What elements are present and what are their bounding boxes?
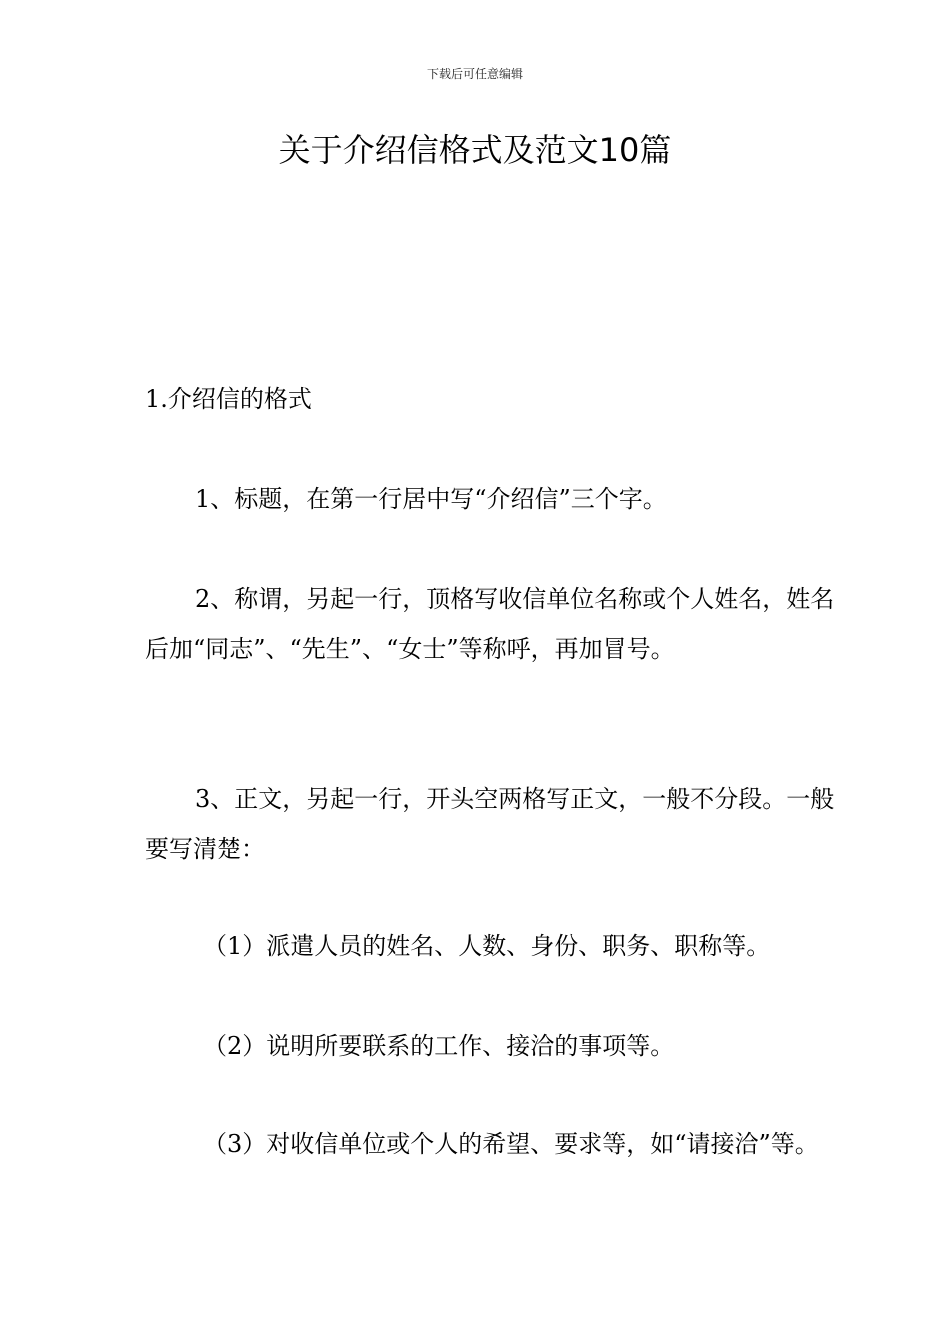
paragraph-item-1: （1）派遣人员的姓名、人数、身份、职务、职称等。 <box>203 932 771 960</box>
header-note: 下载后可任意编辑 <box>426 67 523 81</box>
paragraph-item-2: （2）说明所要联系的工作、接洽的事项等。 <box>203 1032 675 1060</box>
section-heading: 1.介绍信的格式 <box>145 385 312 413</box>
paragraph-item-3: （3）对收信单位或个人的希望、要求等，如“请接洽”等。 <box>203 1130 819 1158</box>
paragraph-title-rule: 1、标题，在第一行居中写“介绍信”三个字。 <box>195 485 667 513</box>
paragraph-body-rule: 3、正文，另起一行，开头空两格写正文，一般不分段。一般要写清楚： <box>145 785 835 863</box>
document-title: 关于介绍信格式及范文10篇 <box>278 131 672 169</box>
paragraph-salutation-rule: 2、称谓，另起一行，顶格写收信单位名称或个人姓名，姓名后加“同志”、“先生”、“女士”等称呼，再加冒号。 <box>145 585 835 663</box>
